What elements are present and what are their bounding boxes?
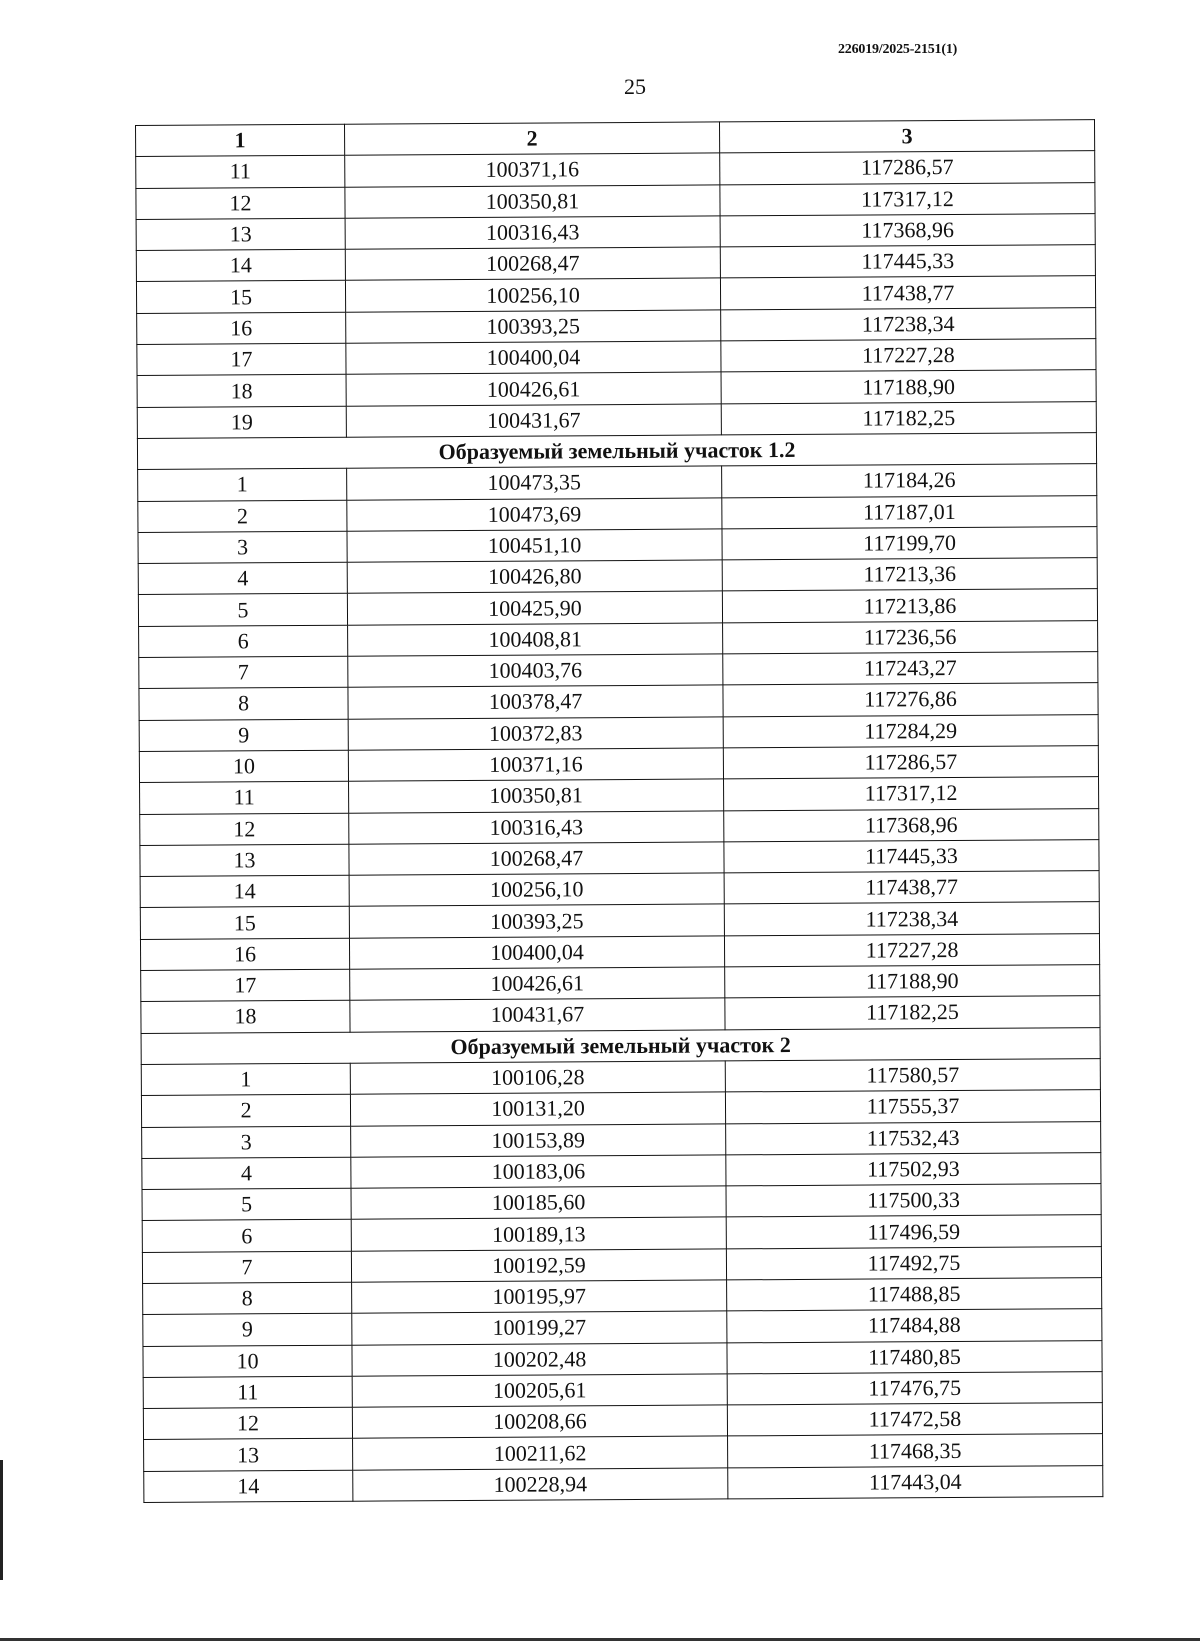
y-coordinate-cell: 117580,57 — [725, 1059, 1100, 1093]
x-coordinate-cell: 100431,67 — [350, 998, 725, 1032]
x-coordinate-cell: 100403,76 — [348, 654, 723, 688]
y-coordinate-cell: 117276,86 — [723, 683, 1098, 717]
y-coordinate-cell: 117492,75 — [726, 1246, 1101, 1280]
point-number-cell: 7 — [142, 1251, 351, 1284]
x-coordinate-cell: 100431,67 — [346, 404, 721, 438]
x-coordinate-cell: 100378,47 — [348, 685, 723, 719]
point-number-cell: 18 — [137, 375, 346, 408]
page-number: 25 — [624, 74, 646, 99]
x-coordinate-cell: 100426,61 — [350, 967, 725, 1001]
x-coordinate-cell: 100202,48 — [352, 1342, 727, 1376]
point-number-cell: 11 — [136, 156, 345, 189]
point-number-cell: 14 — [144, 1470, 353, 1503]
y-coordinate-cell: 117182,25 — [721, 401, 1096, 435]
x-coordinate-cell: 100185,60 — [351, 1186, 726, 1220]
y-coordinate-cell: 117184,26 — [722, 464, 1097, 498]
x-coordinate-cell: 100268,47 — [349, 842, 724, 876]
y-coordinate-cell: 117532,43 — [726, 1121, 1101, 1155]
x-coordinate-cell: 100425,90 — [347, 591, 722, 625]
y-coordinate-cell: 117188,90 — [721, 370, 1096, 404]
point-number-cell: 6 — [142, 1220, 351, 1253]
point-number-cell: 17 — [141, 969, 350, 1002]
y-coordinate-cell: 117213,36 — [722, 558, 1097, 592]
y-coordinate-cell: 117445,33 — [724, 839, 1099, 873]
x-coordinate-cell: 100256,10 — [349, 873, 724, 907]
y-coordinate-cell: 117438,77 — [720, 276, 1095, 310]
x-coordinate-cell: 100106,28 — [350, 1061, 725, 1095]
y-coordinate-cell: 117286,57 — [720, 151, 1095, 185]
point-number-cell: 16 — [140, 938, 349, 971]
point-number-cell: 13 — [136, 218, 345, 251]
x-coordinate-cell: 100393,25 — [346, 310, 721, 344]
point-number-cell: 1 — [138, 468, 347, 501]
x-coordinate-cell: 100205,61 — [352, 1374, 727, 1408]
y-coordinate-cell: 117213,86 — [722, 589, 1097, 623]
x-coordinate-cell: 100426,61 — [346, 372, 721, 406]
y-coordinate-cell: 117368,96 — [724, 808, 1099, 842]
y-coordinate-cell: 117238,34 — [724, 902, 1099, 936]
y-coordinate-cell: 117187,01 — [722, 495, 1097, 529]
x-coordinate-cell: 100372,83 — [348, 717, 723, 751]
column-header-2: 2 — [345, 122, 720, 156]
point-number-cell: 8 — [143, 1282, 352, 1315]
point-number-cell: 11 — [143, 1376, 352, 1409]
y-coordinate-cell: 117443,04 — [728, 1465, 1103, 1499]
x-coordinate-cell: 100211,62 — [353, 1436, 728, 1470]
section-heading: Образуемый земельный участок 1.2 — [137, 433, 1096, 470]
x-coordinate-cell: 100208,66 — [352, 1405, 727, 1439]
point-number-cell: 8 — [139, 688, 348, 721]
point-number-cell: 3 — [142, 1126, 351, 1159]
point-number-cell: 12 — [140, 813, 349, 846]
x-coordinate-cell: 100192,59 — [351, 1249, 726, 1283]
x-coordinate-cell: 100350,81 — [349, 779, 724, 813]
y-coordinate-cell: 117488,85 — [727, 1278, 1102, 1312]
point-number-cell: 14 — [140, 875, 349, 908]
x-coordinate-cell: 100400,04 — [346, 341, 721, 375]
point-number-cell: 18 — [141, 1001, 350, 1034]
point-number-cell: 4 — [138, 562, 347, 595]
point-number-cell: 2 — [138, 500, 347, 533]
point-number-cell: 14 — [136, 249, 345, 282]
x-coordinate-cell: 100408,81 — [348, 623, 723, 657]
x-coordinate-cell: 100189,13 — [351, 1217, 726, 1251]
y-coordinate-cell: 117502,93 — [726, 1152, 1101, 1186]
point-number-cell: 10 — [139, 750, 348, 783]
point-number-cell: 2 — [141, 1094, 350, 1127]
x-coordinate-cell: 100400,04 — [350, 936, 725, 970]
table-row — [144, 1465, 1103, 1502]
column-header-1: 1 — [136, 124, 345, 157]
column-header-3: 3 — [720, 120, 1095, 154]
point-number-cell: 5 — [138, 594, 347, 627]
x-coordinate-cell: 100153,89 — [351, 1123, 726, 1157]
x-coordinate-cell: 100131,20 — [350, 1092, 725, 1126]
point-number-cell: 17 — [137, 343, 346, 376]
y-coordinate-cell: 117188,90 — [725, 965, 1100, 999]
point-number-cell: 13 — [144, 1439, 353, 1472]
y-coordinate-cell: 117500,33 — [726, 1184, 1101, 1218]
point-number-cell: 15 — [140, 907, 349, 940]
point-number-cell: 15 — [136, 281, 345, 314]
y-coordinate-cell: 117496,59 — [726, 1215, 1101, 1249]
x-coordinate-cell: 100199,27 — [352, 1311, 727, 1345]
x-coordinate-cell: 100473,35 — [347, 466, 722, 500]
x-coordinate-cell: 100393,25 — [349, 904, 724, 938]
point-number-cell: 1 — [141, 1063, 350, 1096]
y-coordinate-cell: 117284,29 — [723, 714, 1098, 748]
point-number-cell: 5 — [142, 1188, 351, 1221]
point-number-cell: 9 — [143, 1313, 352, 1346]
document-reference-number: 226019/2025-2151(1) — [838, 42, 958, 57]
coordinates-table — [135, 119, 1103, 1503]
x-coordinate-cell: 100451,10 — [347, 529, 722, 563]
y-coordinate-cell: 117480,85 — [727, 1340, 1102, 1374]
y-coordinate-cell: 117238,34 — [721, 307, 1096, 341]
y-coordinate-cell: 117227,28 — [724, 933, 1099, 967]
y-coordinate-cell: 117468,35 — [728, 1434, 1103, 1468]
y-coordinate-cell: 117445,33 — [720, 245, 1095, 279]
point-number-cell: 6 — [139, 625, 348, 658]
y-coordinate-cell: 117472,58 — [727, 1403, 1102, 1437]
x-coordinate-cell: 100228,94 — [353, 1468, 728, 1502]
point-number-cell: 7 — [139, 656, 348, 689]
y-coordinate-cell: 117236,56 — [723, 620, 1098, 654]
y-coordinate-cell: 117317,12 — [724, 777, 1099, 811]
x-coordinate-cell: 100195,97 — [352, 1280, 727, 1314]
point-number-cell: 3 — [138, 531, 347, 564]
y-coordinate-cell: 117484,88 — [727, 1309, 1102, 1343]
y-coordinate-cell: 117476,75 — [727, 1371, 1102, 1405]
x-coordinate-cell: 100473,69 — [347, 497, 722, 531]
point-number-cell: 11 — [140, 781, 349, 814]
point-number-cell: 12 — [143, 1407, 352, 1440]
point-number-cell: 12 — [136, 187, 345, 220]
section-heading: Образуемый земельный участок 2 — [141, 1027, 1100, 1064]
y-coordinate-cell: 117227,28 — [721, 339, 1096, 373]
x-coordinate-cell: 100316,43 — [345, 216, 720, 250]
point-number-cell: 9 — [139, 719, 348, 752]
table-body — [136, 151, 1103, 1503]
x-coordinate-cell: 100183,06 — [351, 1155, 726, 1189]
y-coordinate-cell: 117555,37 — [725, 1090, 1100, 1124]
scan-edge-mark — [0, 1460, 3, 1580]
y-coordinate-cell: 117199,70 — [722, 526, 1097, 560]
x-coordinate-cell: 100371,16 — [345, 153, 720, 187]
y-coordinate-cell: 117243,27 — [723, 652, 1098, 686]
y-coordinate-cell: 117317,12 — [720, 182, 1095, 216]
x-coordinate-cell: 100316,43 — [349, 810, 724, 844]
y-coordinate-cell: 117438,77 — [724, 871, 1099, 905]
x-coordinate-cell: 100371,16 — [348, 748, 723, 782]
y-coordinate-cell: 117182,25 — [725, 996, 1100, 1030]
y-coordinate-cell: 117368,96 — [720, 214, 1095, 248]
y-coordinate-cell: 117286,57 — [723, 746, 1098, 780]
point-number-cell: 13 — [140, 844, 349, 877]
x-coordinate-cell: 100256,10 — [345, 278, 720, 312]
point-number-cell: 4 — [142, 1157, 351, 1190]
x-coordinate-cell: 100426,80 — [347, 560, 722, 594]
point-number-cell: 16 — [137, 312, 346, 345]
point-number-cell: 19 — [137, 406, 346, 439]
x-coordinate-cell: 100268,47 — [345, 247, 720, 281]
point-number-cell: 10 — [143, 1345, 352, 1378]
x-coordinate-cell: 100350,81 — [345, 185, 720, 219]
